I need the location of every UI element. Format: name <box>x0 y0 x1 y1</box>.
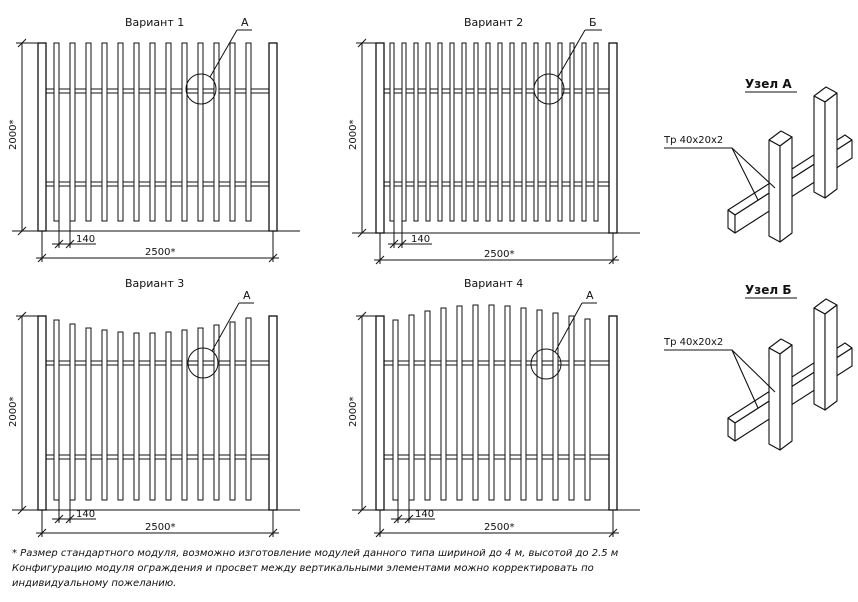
variant-4-spacing-label: 140 <box>415 509 435 520</box>
variant-4-spacing-dim <box>391 500 435 523</box>
variant-3-title: Вариант 3 <box>125 277 185 290</box>
variant-2-spacing-dim <box>388 221 432 248</box>
variant-1 <box>8 16 300 262</box>
variant-3-callout: А <box>243 289 251 302</box>
variant-1-title: Вариант 1 <box>125 16 185 29</box>
node-b-title: Узел Б <box>745 283 792 297</box>
variant-3-width-dim <box>36 510 279 537</box>
variant-3-height-label: 2000* <box>8 396 19 427</box>
variant-2-callout: Б <box>589 16 597 29</box>
node-a-title: Узел А <box>745 77 792 91</box>
footnote-line-2: Конфигурацию модуля ограждения и просвет между вертикальными элементами можно корректировать по <box>12 563 594 574</box>
node-b-picket-front <box>769 339 792 450</box>
node-b <box>663 283 852 450</box>
variant-3-width-label: 2500* <box>145 522 176 533</box>
variant-4 <box>348 277 640 537</box>
node-b-pipe-label: Тр 40х20х2 <box>664 337 724 348</box>
node-a-leader <box>664 148 758 200</box>
variant-2-posts <box>376 43 617 233</box>
variant-2-title: Вариант 2 <box>464 16 524 29</box>
variant-2-height-label: 2000* <box>348 119 359 150</box>
variant-1-width-label: 2500* <box>145 247 176 258</box>
variant-1-callout: А <box>241 16 249 29</box>
variant-3-height-dim <box>8 312 38 514</box>
variant-1-rails <box>46 89 269 186</box>
node-a-pipe-label: Тр 40х20х2 <box>664 135 724 146</box>
variant-4-rails <box>384 361 609 459</box>
node-b-leader <box>664 350 758 408</box>
variant-4-width-label: 2500* <box>484 522 515 533</box>
variant-3 <box>8 277 300 537</box>
variant-4-width-dim <box>374 510 619 537</box>
footnote-line-3: индивидуальному пожеланию. <box>12 578 177 589</box>
node-a-picket-front <box>769 131 792 242</box>
variant-3-spacing-dim <box>52 500 96 523</box>
variant-1-height-label: 2000* <box>8 119 19 150</box>
variant-1-spacing-label: 140 <box>76 234 96 245</box>
variant-2-height-dim <box>348 39 376 237</box>
footnote-line-1: * Размер стандартного модуля, возможно изготовление модулей данного типа шириной до 4 м, высотой до 2.5 м <box>12 548 619 559</box>
variant-4-pickets <box>393 305 590 500</box>
node-a <box>663 77 852 242</box>
variant-1-height-dim <box>8 39 38 235</box>
variant-4-height-dim <box>348 312 376 514</box>
variant-2 <box>348 16 640 264</box>
variant-1-spacing-dim <box>52 221 96 248</box>
variant-4-callout: А <box>586 289 594 302</box>
variant-2-width-label: 2500* <box>484 249 515 260</box>
variant-3-pickets <box>54 318 251 500</box>
footnote <box>12 546 852 591</box>
variant-1-pickets <box>54 43 251 221</box>
variant-4-title: Вариант 4 <box>464 277 524 290</box>
variant-4-height-label: 2000* <box>348 396 359 427</box>
node-b-picket-back <box>814 299 837 410</box>
variant-2-spacing-label: 140 <box>411 234 431 245</box>
variant-1-width-dim <box>36 231 279 262</box>
variant-3-rails <box>46 361 269 459</box>
variant-3-spacing-label: 140 <box>76 509 96 520</box>
variant-2-pickets <box>390 43 598 221</box>
node-a-picket-back <box>814 87 837 198</box>
